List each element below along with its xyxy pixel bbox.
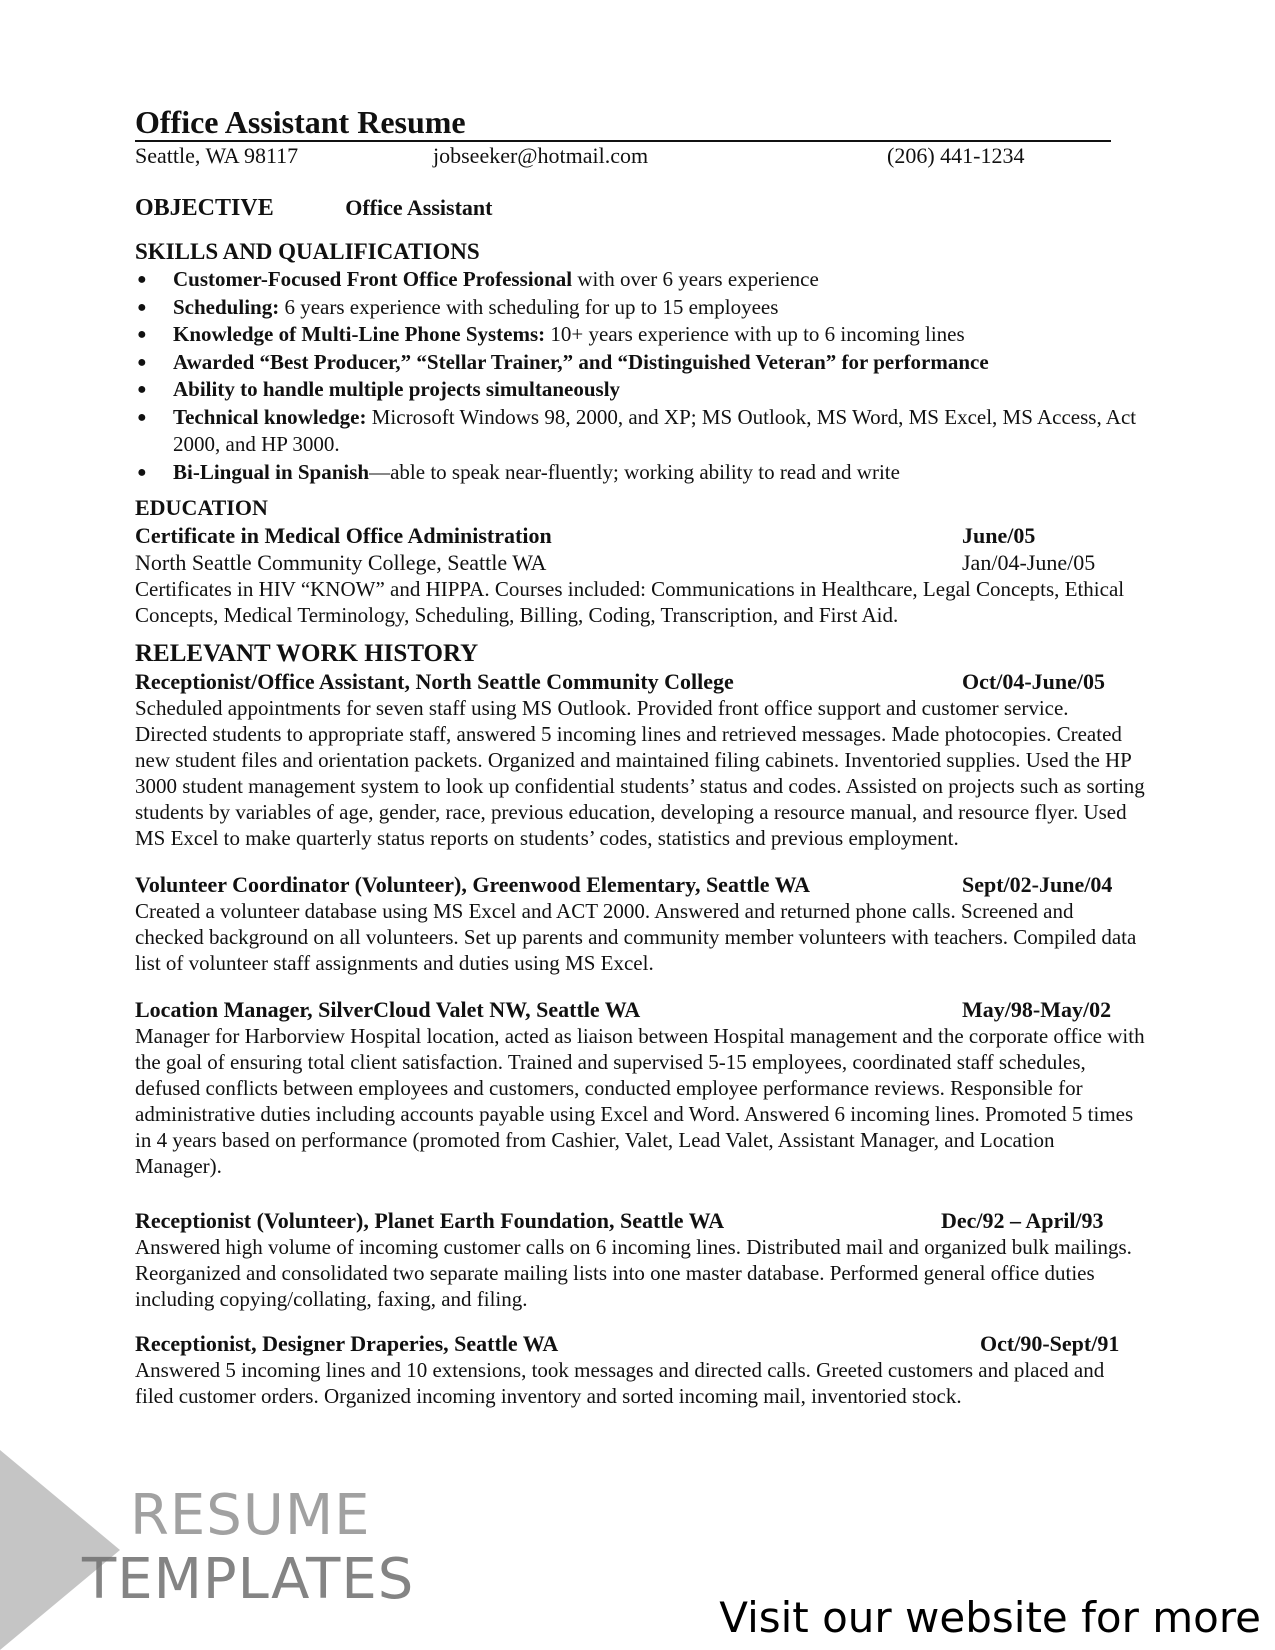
list-item: ● Scheduling: 6 years experience with scheduling for up to 15 employees <box>135 294 1145 322</box>
visit-website-link[interactable]: Visit our website for more <box>719 1593 1261 1642</box>
resume-page <box>135 104 1145 1409</box>
job-description: Answered 5 incoming lines and 10 extensions, took messages and directed calls. Greeted customers and placed and filed customer orders. Organized incoming inventory and sorted incoming mail, inventoried stock. <box>135 1358 1105 1408</box>
job-dates: Sept/02-June/04 <box>962 872 1113 897</box>
job-description: Scheduled appointments for seven staff using MS Outlook. Provided front office support and customer service. Directed students to appropriate staff, answered 5 incoming lines and retrieved messages. Made photocopies. Created new student files and orientation packets. Organized and maintained filing cabinets. Inventoried supplies. Used the HP 3000 student management system to look up confidential students’ status and codes. Assisted on projects such as sorting students by variables of age, gender, race, previous education, developing a resource manual, and resource flyer. Used MS Excel to make quarterly status reports on students’ codes, statistics and previous employment. <box>135 696 1145 850</box>
contact-email: jobseeker@hotmail.com <box>433 143 649 168</box>
education-school-dates: Jan/04-June/05 <box>962 550 1096 575</box>
list-item: ● Bi-Lingual in Spanish—able to speak near-fluently; working ability to read and write <box>135 459 1145 487</box>
job-header <box>135 871 1145 898</box>
job-header <box>135 1330 1145 1357</box>
job-title: Location Manager, SilverCloud Valet NW, Seattle WA <box>135 997 641 1022</box>
bullet-icon: ● <box>137 408 147 426</box>
contact-line <box>135 142 1145 170</box>
contact-phone: (206) 441-1234 <box>887 143 1025 168</box>
job-dates: Oct/04-June/05 <box>962 669 1105 694</box>
job-header <box>135 1207 1145 1234</box>
list-item: ● Technical knowledge: Microsoft Windows 98, 2000, and XP; MS Outlook, MS Word, MS Excel, MS Access, Act 2000, and HP 3000. <box>137 404 1137 456</box>
job-dates: Oct/90-Sept/91 <box>980 1331 1120 1356</box>
education-heading: EDUCATION <box>135 495 268 520</box>
job-entry <box>135 871 1145 976</box>
list-item: ● Awarded “Best Producer,” “Stellar Trainer,” and “Distinguished Veteran” for performance <box>135 349 1145 377</box>
job-title: Volunteer Coordinator (Volunteer), Greenwood Elementary, Seattle WA <box>135 872 811 897</box>
work-heading: RELEVANT WORK HISTORY <box>135 640 479 667</box>
job-description: Manager for Harborview Hospital location, acted as liaison between Hospital management and the corporate office with the goal of ensuring total client satisfaction. Trained and supervised 5-15 employees, coordinated staff schedules, defused conflicts between employees and customers, conducted employee performance reviews. Responsible for administrative duties including accounts payable using Excel and Word. Answered 6 incoming lines. Promoted 5 times in 4 years based on performance (promoted from Cashier, Valet, Lead Valet, Assistant Manager, and Location Manager). <box>135 1024 1145 1178</box>
job-header <box>135 668 1145 695</box>
job-dates: May/98-May/02 <box>962 997 1112 1022</box>
job-entry <box>135 1207 1145 1312</box>
watermark-line1: RESUME <box>130 1483 371 1548</box>
job-title: Receptionist, Designer Draperies, Seattle WA <box>135 1331 559 1356</box>
list-item: ● Knowledge of Multi-Line Phone Systems: 10+ years experience with up to 6 incoming lines <box>135 321 1145 349</box>
education-school-row <box>135 549 1145 576</box>
objective-heading: OBJECTIVE <box>135 195 274 221</box>
watermark-logo <box>82 1484 414 1612</box>
objective-section <box>135 194 1145 222</box>
job-description: Created a volunteer database using MS Excel and ACT 2000. Answered and returned phone calls. Screened and checked background on all volunteers. Set up parents and community member volunteers with teachers. Compiled data list of volunteer staff assignments and duties using MS Excel. <box>135 899 1137 975</box>
bullet-icon: ● <box>137 353 147 371</box>
bullet-icon: ● <box>137 298 147 316</box>
job-entry <box>135 1330 1145 1409</box>
job-dates: Dec/92 – April/93 <box>941 1208 1104 1233</box>
skills-heading: SKILLS AND QUALIFICATIONS <box>135 239 480 264</box>
bullet-icon: ● <box>137 463 147 481</box>
watermark-line2: TEMPLATES <box>82 1547 415 1612</box>
bullet-icon: ● <box>137 381 147 398</box>
resume-title: Office Assistant Resume <box>135 104 1111 142</box>
contact-address: Seattle, WA 98117 <box>135 143 299 168</box>
education-school: North Seattle Community College, Seattle WA <box>135 550 547 575</box>
skills-list <box>135 266 1145 486</box>
job-title: Receptionist/Office Assistant, North Seattle Community College <box>135 669 734 694</box>
list-item: ● Ability to handle multiple projects simultaneously <box>135 376 1145 404</box>
job-entry <box>135 668 1145 851</box>
education-certificate-row <box>135 522 1145 549</box>
job-description: Answered high volume of incoming customer calls on 6 incoming lines. Distributed mail and organized bulk mailings. Reorganized and consolidated two separate mailing lists into one master database. Performed general office duties including copying/collating, faxing, and filing. <box>135 1235 1132 1311</box>
bullet-icon: ● <box>137 271 147 288</box>
education-certificate: Certificate in Medical Office Administration <box>135 523 552 548</box>
bullet-icon: ● <box>137 326 147 343</box>
job-title: Receptionist (Volunteer), Planet Earth Foundation, Seattle WA <box>135 1208 725 1233</box>
education-certificate-date: June/05 <box>962 523 1036 548</box>
job-entry <box>135 996 1145 1179</box>
objective-value: Office Assistant <box>345 195 493 220</box>
list-item: ● Customer-Focused Front Office Professional with over 6 years experience <box>135 266 1145 294</box>
job-header <box>135 996 1145 1023</box>
education-description: Certificates in HIV “KNOW” and HIPPA. Courses included: Communications in Healthcare, Legal Concepts, Ethical Concepts, Medical Terminology, Scheduling, Billing, Coding, Transcription, and First Aid. <box>135 577 1125 627</box>
